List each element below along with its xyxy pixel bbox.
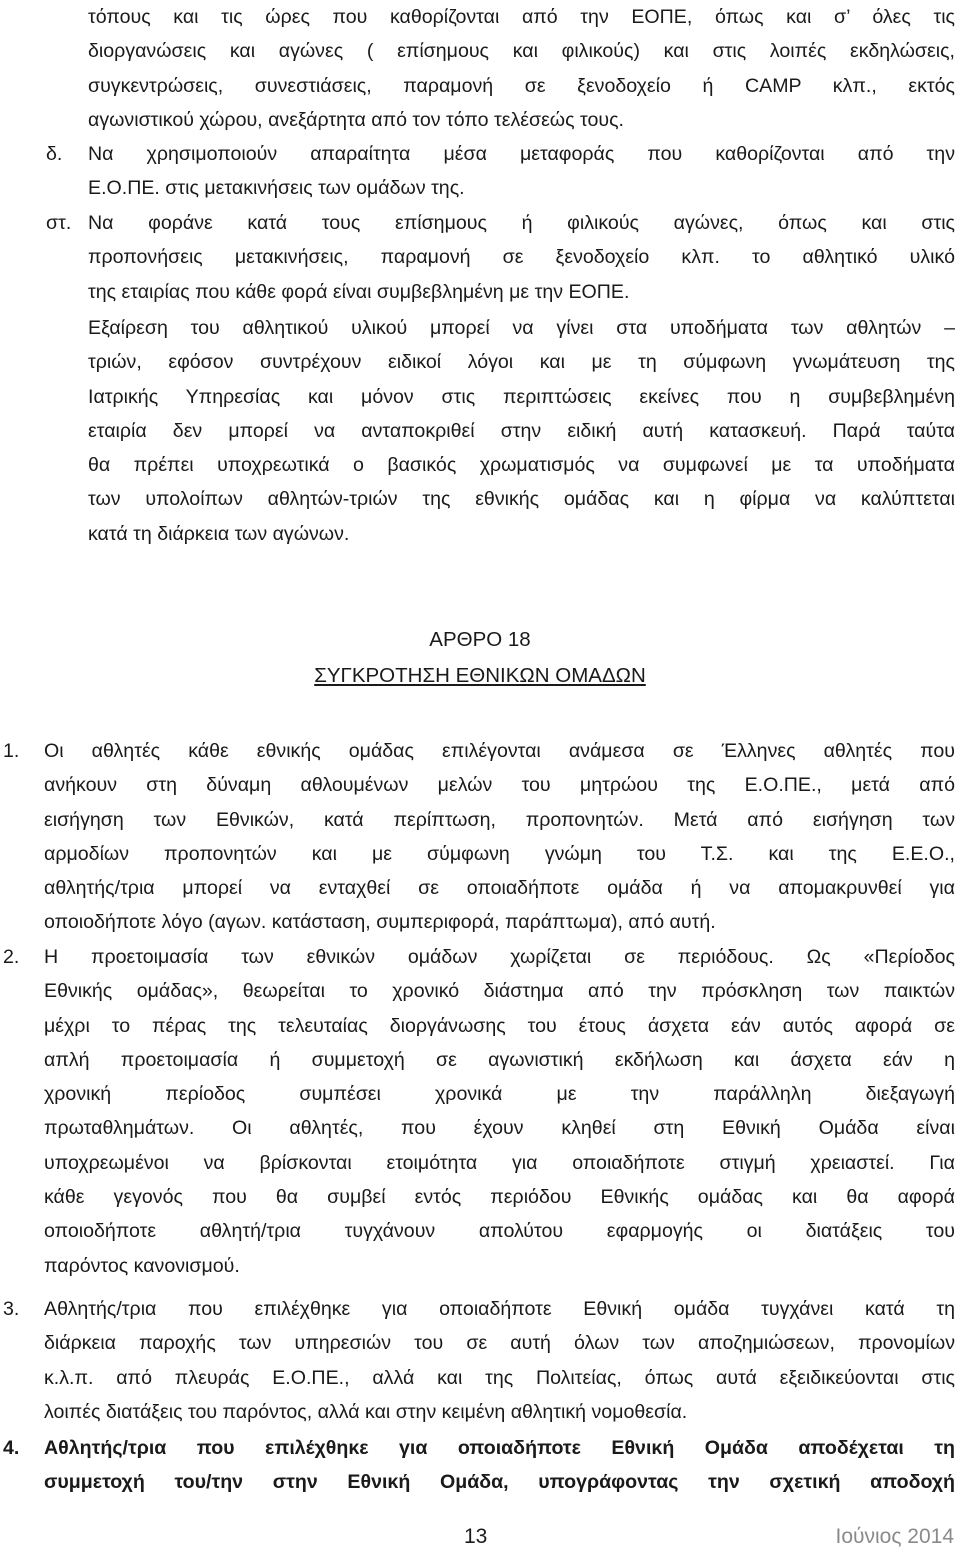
text-line: Η προετοιμασία των εθνικών ομάδων χωρίζεται σε περιόδους. Ως «Περίοδος: [44, 946, 955, 968]
text-line: Οι αθλητές κάθε εθνικής ομάδας επιλέγονται ανάμεσα σε Έλληνες αθλητές που: [44, 740, 955, 762]
text-line: αγωνιστικού χώρου, ανεξάρτητα από τον τόπο τελέσεώς τους.: [88, 108, 624, 131]
text-line: χρονική περίοδος συμπέσει χρονικά με την παράλληλη διεξαγωγή: [44, 1083, 955, 1106]
text-line: αρμοδίων προπονητών και με σύμφωνη γνώμη του Τ.Σ. και της Ε.Ε.Ο.,: [44, 842, 955, 865]
text-line: της εταιρίας που κάθε φορά είναι συμβεβλημένη με την ΕΟΠΕ.: [88, 280, 630, 303]
text-line: παρόντος κανονισμού.: [44, 1254, 240, 1277]
text-line: εταιρία δεν μπορεί να ανταποκριθεί στην ειδική αυτή κατασκευή. Παρά ταύτα: [88, 419, 955, 442]
text-line: Να χρησιμοποιούν απαραίτητα μέσα μεταφοράς που καθορίζονται από την: [88, 143, 955, 165]
item-2-marker: 2.: [3, 946, 20, 968]
item-d-marker: δ.: [46, 143, 63, 165]
exception-paragraph: [88, 311, 955, 551]
text-line: θα πρέπει υποχρεωτικά ο βασικός χρωματισμός να συμφωνεί με τα υποδήματα: [88, 454, 955, 477]
text-line: συμμετοχή του/την στην Εθνική Ομάδα, υπογράφοντας την σχετική αποδοχή: [44, 1471, 955, 1494]
text-line: Εξαίρεση του αθλητικού υλικού μπορεί να γίνει στα υποδήματα των αθλητών –: [88, 317, 955, 339]
text-line: των υπολοίπων αθλητών-τριών της εθνικής ομάδας και η φίρμα να καλύπτεται: [88, 488, 955, 511]
text-line: διοργανώσεις και αγώνες ( επίσημους και φιλικούς) και στις λοιπές εκδηλώσεις,: [88, 40, 955, 63]
text-line: αθλητής/τρια μπορεί να ενταχθεί σε οποιαδήποτε ομάδα ή να απομακρυνθεί για: [44, 877, 955, 900]
item-3-marker: 3.: [3, 1298, 20, 1320]
item-st-marker: στ.: [46, 212, 72, 234]
text-line: λοιπές διατάξεις του παρόντος, αλλά και στην κειμένη αθλητική νομοθεσία.: [44, 1400, 688, 1423]
text-line: πρωταθλημάτων. Οι αθλητές, που έχουν κληθεί στη Εθνική Ομάδα είναι: [44, 1117, 955, 1140]
item-st-text: [88, 206, 955, 309]
footer-date: Ιούνιος 2014: [835, 1525, 954, 1548]
article-title-text: ΣΥΓΚΡΟΤΗΣΗ ΕΘΝΙΚΩΝ ΟΜΑΔΩΝ: [314, 664, 646, 687]
text-line: οποιοδήποτε λόγο (αγων. κατάσταση, συμπεριφορά, παράπτωμα), από αυτή.: [44, 911, 716, 934]
text-line: συγκεντρώσεις, συνεστιάσεις, παραμονή σε ξενοδοχείο ή CAMP κλπ., εκτός: [88, 74, 955, 97]
article-title: [0, 664, 960, 688]
text-line: ανήκουν στη δύναμη αθλουμένων μελών του μητρώου της Ε.Ο.ΠΕ., μετά από: [44, 774, 955, 797]
text-line: μέχρι το πέρας της τελευταίας διοργάνωσης του έτους άσχετα εάν αυτός αφορά σε: [44, 1014, 955, 1037]
item-2-text: [44, 940, 955, 1283]
item-3-text: [44, 1292, 955, 1429]
text-line: εισήγηση των Εθνικών, κατά περίπτωση, προπονητών. Μετά από εισήγηση των: [44, 808, 955, 831]
top-paragraph: [88, 0, 955, 137]
text-line: Εθνικής ομάδας», θεωρείται το χρονικό διάστημα από την πρόσκληση των παικτών: [44, 980, 955, 1003]
item-4-marker: 4.: [3, 1437, 20, 1459]
text-line: κάθε γεγονός που θα συμβεί εντός περιόδου Εθνικής ομάδας και θα αφορά: [44, 1186, 955, 1209]
text-line: κ.λ.π. από πλευράς Ε.Ο.ΠΕ., αλλά και της Πολιτείας, όπως αυτά εξειδικεύονται στις: [44, 1366, 955, 1389]
text-line: κατά τη διάρκεια των αγώνων.: [88, 522, 350, 545]
article-number: [0, 628, 960, 652]
text-line: υποχρεωμένοι να βρίσκονται ετοιμότητα για οποιαδήποτε στιγμή χρειαστεί. Για: [44, 1151, 955, 1174]
text-line: Να φοράνε κατά τους επίσημους ή φιλικούς αγώνες, όπως και στις: [88, 212, 955, 234]
item-4-text: [44, 1431, 955, 1500]
text-line: Αθλητής/τρια που επιλέχθηκε για οποιαδήποτε Εθνική Ομάδα αποδέχεται τη: [44, 1437, 955, 1459]
text-line: προπονήσεις μετακινήσεις, παραμονή σε ξενοδοχείο κλπ. το αθλητικό υλικό: [88, 246, 955, 269]
text-line: Αθλητής/τρια που επιλέχθηκε για οποιαδήποτε Εθνική ομάδα τυγχάνει κατά τη: [44, 1298, 955, 1320]
text-line: διάρκεια παροχής των υπηρεσιών του σε αυτή όλων των αποζημιώσεων, προνομίων: [44, 1332, 955, 1355]
text-line: Ε.Ο.ΠΕ. στις μετακινήσεις των ομάδων της.: [88, 177, 465, 200]
text-line: απλή προετοιμασία ή συμμετοχή σε αγωνιστική εκδήλωση και άσχετα εάν η: [44, 1048, 955, 1071]
page-number: 13: [464, 1525, 488, 1548]
article-number-text: ΑΡΘΡΟ 18: [429, 628, 531, 651]
text-line: τόπους και τις ώρες που καθορίζονται από την ΕΟΠΕ, όπως και σ’ όλες τις: [88, 6, 955, 28]
text-line: τριών, εφόσον συντρέχουν ειδικοί λόγοι και με τη σύμφωνη γνωμάτευση της: [88, 351, 955, 374]
item-d-text: [88, 137, 955, 206]
item-1-marker: 1.: [3, 740, 20, 762]
text-line: οποιοδήποτε αθλητή/τρια τυγχάνουν απολύτου εφαρμογής οι διατάξεις του: [44, 1220, 955, 1243]
text-line: Ιατρικής Υπηρεσίας και μόνον στις περιπτώσεις εκείνες που η συμβεβλημένη: [88, 385, 955, 408]
item-1-text: [44, 734, 955, 940]
